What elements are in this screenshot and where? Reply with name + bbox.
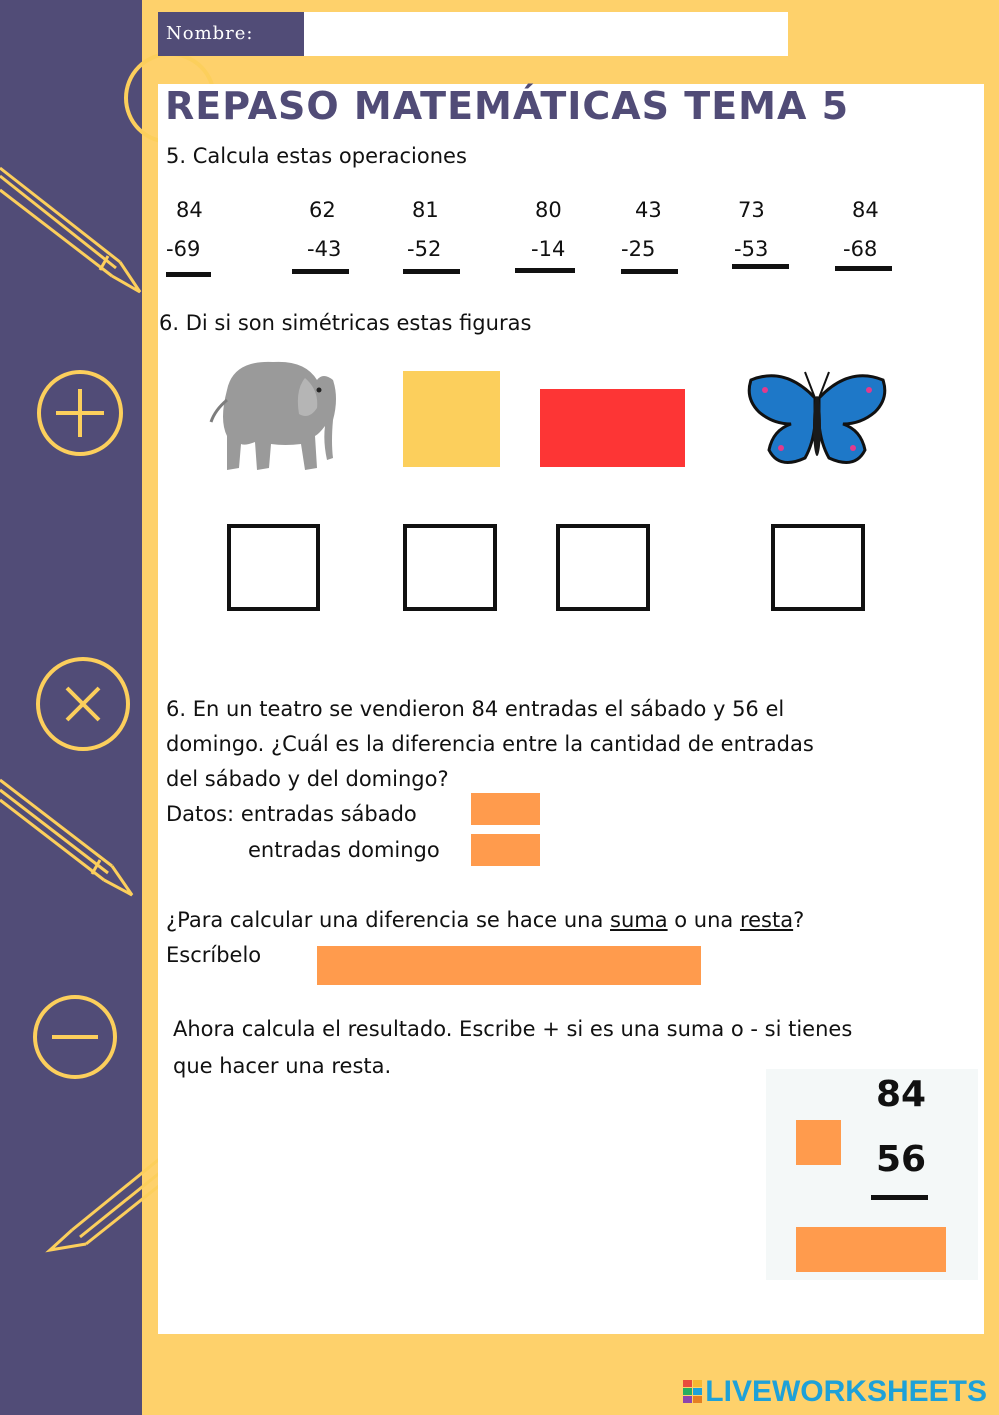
operation-question [166, 908, 804, 932]
op6-answer-line[interactable] [732, 264, 789, 269]
sabado-answer-box[interactable] [471, 793, 540, 825]
problem-line-2: domingo. ¿Cuál es la diferencia entre la cantidad de entradas [166, 732, 814, 756]
plus-icon [39, 372, 121, 454]
sign-answer-box[interactable] [796, 1120, 841, 1165]
symmetry-answer-box-elephant[interactable] [227, 524, 320, 611]
datos-sabado-label: Datos: entradas sábado [166, 802, 417, 826]
instruction-line-2: que hacer una resta. [173, 1054, 392, 1078]
op3-answer-line[interactable] [403, 269, 460, 274]
op1-top: 84 [176, 198, 203, 222]
op7-answer-line[interactable] [835, 266, 892, 271]
op3-top: 81 [412, 198, 439, 222]
operation-answer-box[interactable] [317, 946, 701, 985]
exercise5-heading: 5. Calcula estas operaciones [166, 144, 467, 168]
question-mid: o una [667, 908, 740, 932]
instruction-line-1: Ahora calcula el resultado. Escribe + si es una suma o - si tienes [173, 1017, 853, 1041]
problem-line-1: 6. En un teatro se vendieron 84 entradas el sábado y 56 el [166, 697, 785, 721]
op5-top: 43 [635, 198, 662, 222]
liveworksheets-logo [683, 1377, 987, 1407]
liveworksheets-logo-text: LIVEWORKSHEETS [705, 1375, 987, 1408]
minus-icon [35, 997, 115, 1077]
symmetry-answer-box-square[interactable] [403, 524, 497, 611]
op2-top: 62 [309, 198, 336, 222]
op1-answer-line[interactable] [166, 272, 211, 277]
butterfly-image [745, 368, 889, 476]
question-pre: ¿Para calcular una diferencia se hace una [166, 908, 611, 932]
liveworksheets-mark-icon [683, 1380, 703, 1404]
option-resta: resta [739, 908, 794, 932]
times-icon [38, 659, 128, 749]
op4-bottom: -14 [531, 237, 566, 261]
calc-underline [871, 1195, 928, 1200]
op7-bottom: -68 [843, 237, 878, 261]
calc-bottom-number: 56 [876, 1139, 927, 1180]
option-suma: suma [610, 908, 668, 932]
op2-bottom: -43 [307, 237, 342, 261]
datos-domingo-label: entradas domingo [248, 838, 440, 862]
op5-answer-line[interactable] [621, 269, 678, 274]
op6-top: 73 [738, 198, 765, 222]
name-label: Nombre: [158, 12, 304, 56]
question-end: ? [793, 908, 805, 932]
calc-top-number: 84 [876, 1074, 927, 1115]
pencil-icon [0, 780, 132, 895]
symmetry-answer-box-rectangle[interactable] [556, 524, 650, 611]
op7-top: 84 [852, 198, 879, 222]
problem-line-3: del sábado y del domingo? [166, 767, 449, 791]
result-answer-box[interactable] [796, 1227, 946, 1272]
pencil-icon [0, 168, 140, 292]
op5-bottom: -25 [621, 237, 656, 261]
op4-top: 80 [535, 198, 562, 222]
name-input[interactable] [304, 12, 788, 56]
symmetry-answer-box-butterfly[interactable] [771, 524, 865, 611]
yellow-square-figure [403, 371, 500, 467]
exercise6-heading: 6. Di si son simétricas estas figuras [159, 311, 532, 335]
op2-answer-line[interactable] [292, 269, 349, 274]
op3-bottom: -52 [407, 237, 442, 261]
op1-bottom: -69 [166, 237, 201, 261]
op6-bottom: -53 [734, 237, 769, 261]
op4-answer-line[interactable] [515, 268, 575, 273]
page-title: REPASO MATEMÁTICAS TEMA 5 [165, 84, 850, 128]
red-rectangle-figure [540, 389, 685, 467]
escribelo-label: Escríbelo [166, 943, 262, 967]
domingo-answer-box[interactable] [471, 834, 540, 866]
elephant-image [205, 350, 345, 475]
